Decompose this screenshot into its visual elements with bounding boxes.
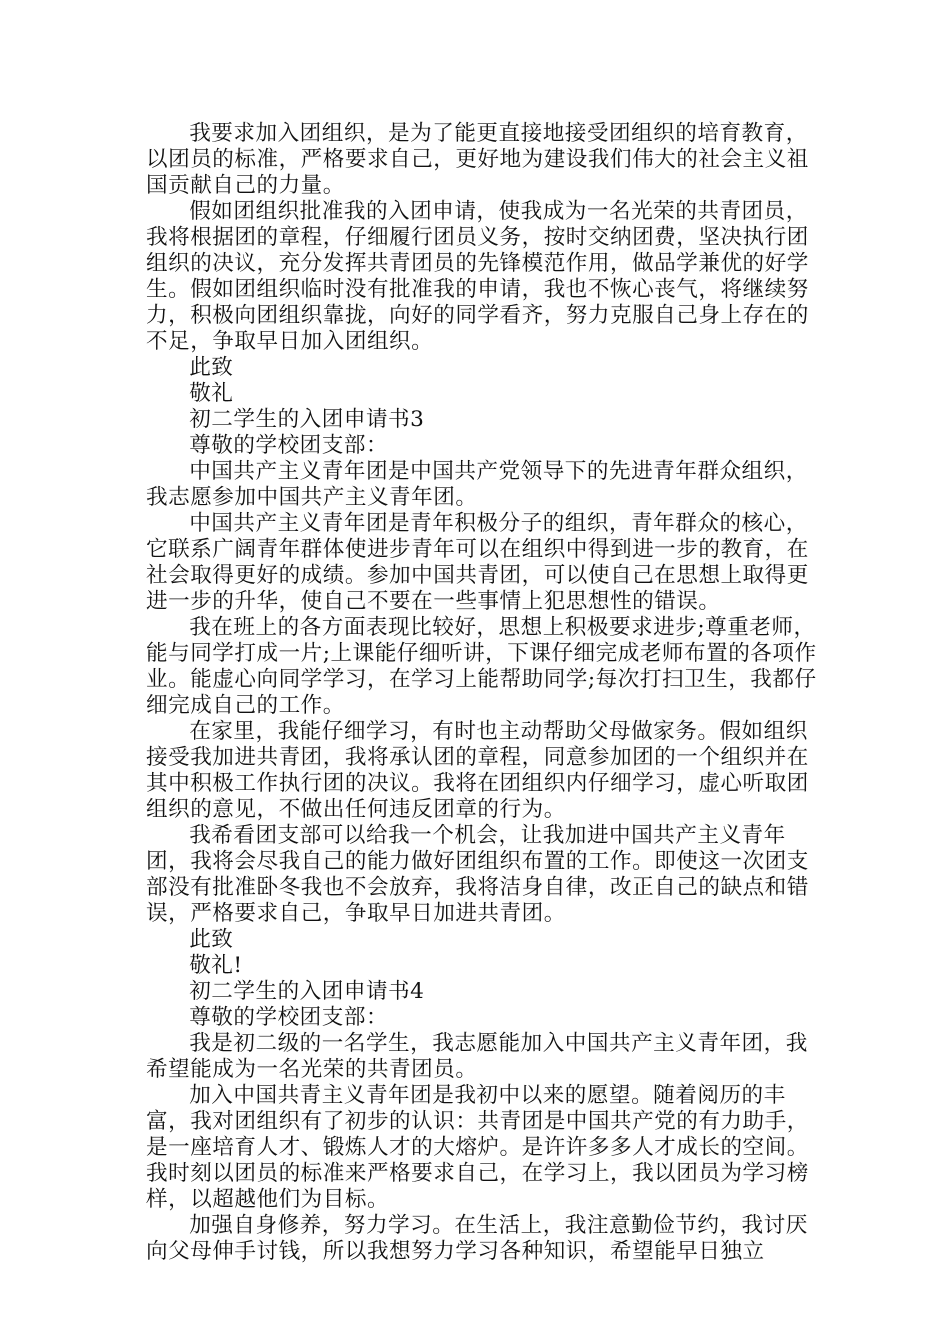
paragraph: 中国共产主义青年团是青年积极分子的组织，青年群众的核心，它联系广阔青年群体使进步青年可以在组织中得到进一步的教育，在社会取得更好的成绩。参加中国共青团，可以使自己在思想上取得更进一步的升华，使自己不要在一些事情上犯思想性的错误。 — [146, 511, 809, 614]
salutation: 尊敬的学校团支部： — [189, 1005, 389, 1030]
closing-line: 此致 — [189, 355, 234, 380]
section-title: 初二学生的入团申请书3 — [189, 407, 425, 432]
paragraph: 我要求加入团组织，是为了能更直接地接受团组织的培育教育，以团员的标准，严格要求自己，更好地为建设我们伟大的社会主义祖国贡献自己的力量。 — [146, 121, 809, 198]
paragraph: 加入中国共青主义青年团是我初中以来的愿望。随着阅历的丰富，我对团组织有了初步的认识：共青团是中国共产党的有力助手，是一座培育人才、锻炼人才的大熔炉。是许许多多人才成长的空间。我时刻以团员的标准来严格要求自己，在学习上，我以团员为学习榜样，以超越他们为目标。 — [146, 1083, 809, 1212]
closing-line: 敬礼! — [189, 953, 243, 978]
document-body — [146, 121, 820, 1265]
paragraph: 在家里，我能仔细学习，有时也主动帮助父母做家务。假如组织接受我加进共青团，我将承认团的章程，同意参加团的一个组织并在其中积极工作执行团的决议。我将在团组织内仔细学习，虚心听取团组织的意见，不做出任何违反团章的行为。 — [146, 719, 809, 822]
paragraph: 中国共产主义青年团是中国共产党领导下的先进青年群众组织，我志愿参加中国共产主义青年团。 — [146, 459, 808, 510]
paragraph: 我在班上的各方面表现比较好，思想上积极要求进步;尊重老师，能与同学打成一片;上课能仔细听讲，下课仔细完成老师布置的各项作业。能虚心向同学学习，在学习上能帮助同学;每次打扫卫生，我都仔细完成自己的工作。 — [146, 615, 817, 718]
closing-line: 此致 — [189, 927, 234, 952]
salutation: 尊敬的学校团支部： — [189, 433, 389, 458]
paragraph: 我是初二级的一名学生，我志愿能加入中国共产主义青年团，我希望能成为一名光荣的共青团员。 — [146, 1031, 808, 1082]
paragraph: 加强自身修养，努力学习。在生活上，我注意勤俭节约，我讨厌向父母伸手讨钱，所以我想努力学习各种知识，希望能早日独立 — [146, 1213, 808, 1264]
section-title: 初二学生的入团申请书4 — [189, 979, 425, 1004]
paragraph: 我希看团支部可以给我一个机会，让我加进中国共产主义青年团，我将会尽我自己的能力做好团组织布置的工作。即使这一次团支部没有批准卧冬我也不会放弃，我将洁身自律，改正自己的缺点和错误，严格要求自己，争取早日加进共青团。 — [146, 823, 809, 926]
paragraph: 假如团组织批准我的入团申请，使我成为一名光荣的共青团员，我将根据团的章程，仔细履行团员义务，按时交纳团费，坚决执行团组织的决议，充分发挥共青团员的先锋模范作用，做品学兼优的好学生。假如团组织临时没有批准我的申请，我也不恢心丧气，将继续努力，积极向团组织靠拢，向好的同学看齐，努力克服自己身上存在的不足，争取早日加入团组织。 — [146, 199, 809, 354]
closing-line: 敬礼 — [189, 381, 234, 406]
